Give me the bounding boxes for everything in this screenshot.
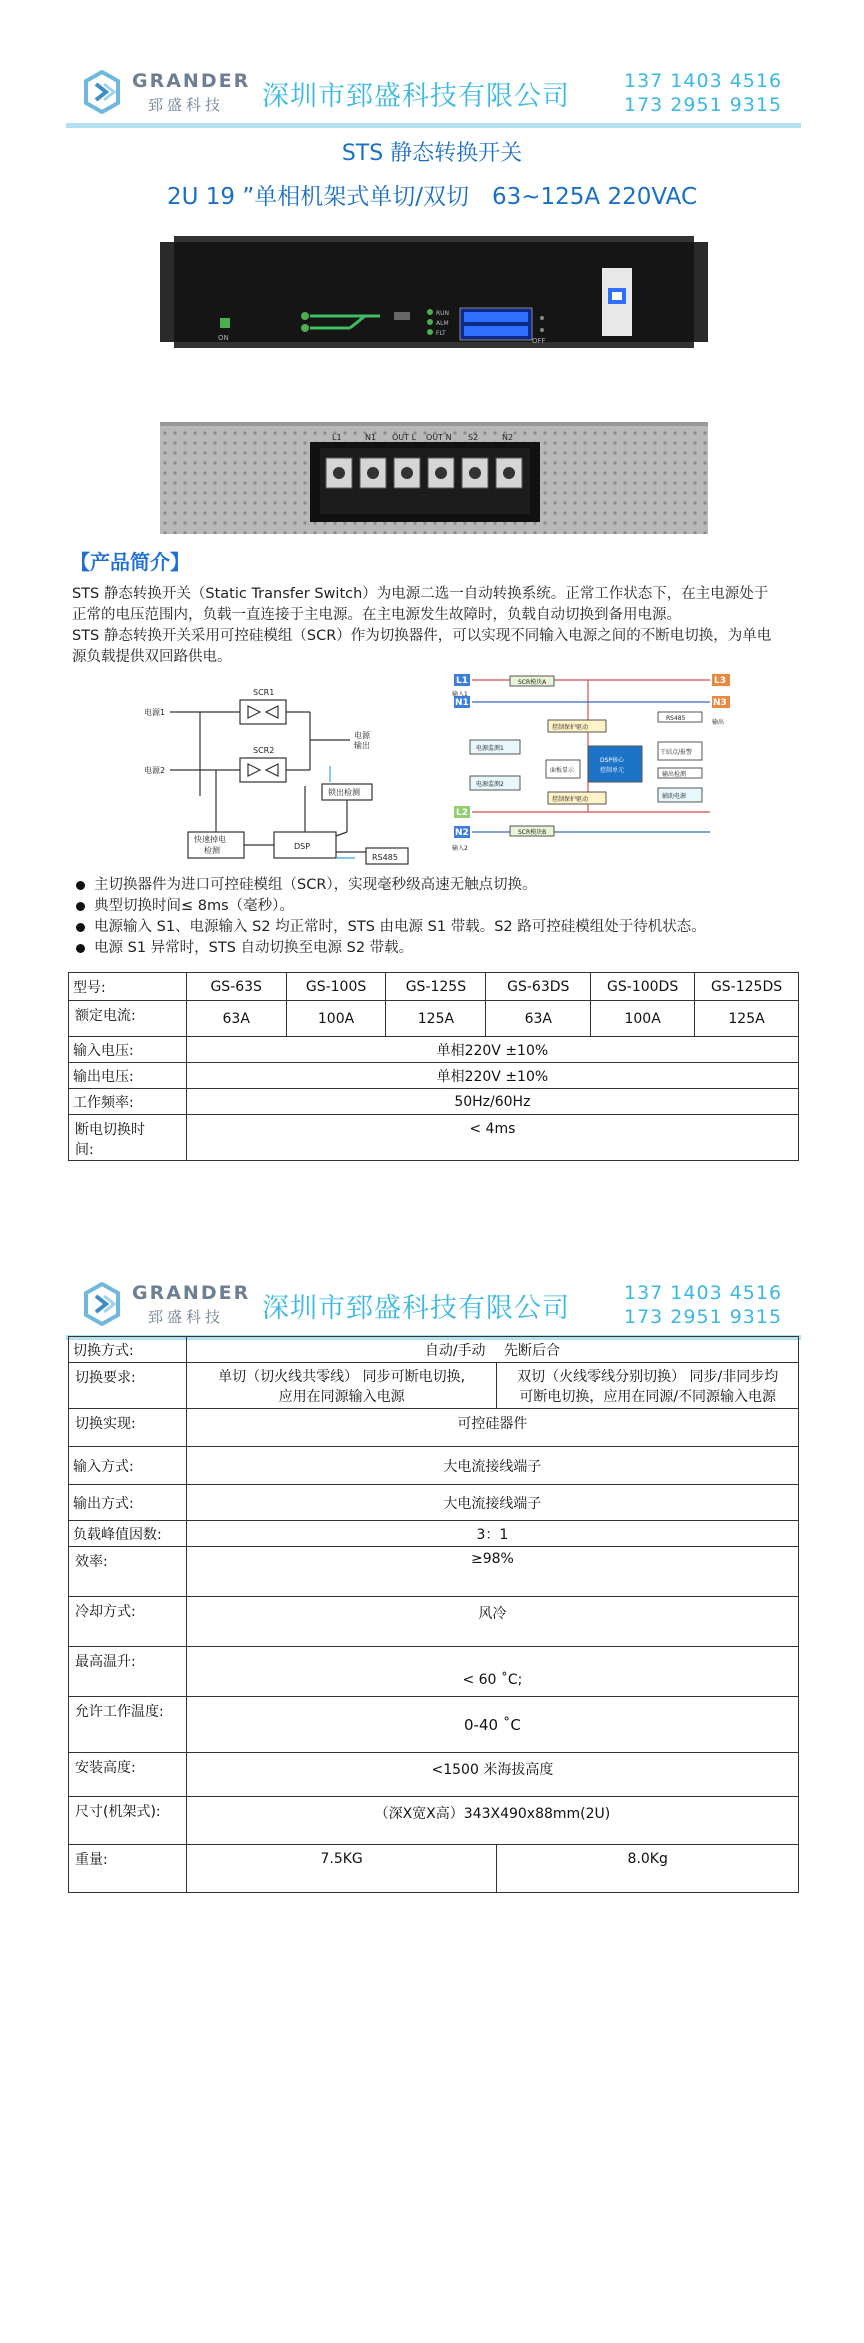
spec-table-2 — [68, 1336, 799, 1893]
table-cell: 负载峰值因数: — [69, 1521, 187, 1547]
intro-line: STS 静态转换开关（Static Transfer Switch）为电源二选一自动转换系统。正常工作状态下，在主电源处于 — [72, 586, 769, 602]
table-row — [69, 1697, 799, 1753]
right-label-monitor-1: 电源监测1 — [476, 745, 504, 752]
req-dual-line-1: 双切（火线零线分别切换） 同步/非同步均 — [517, 1368, 779, 1385]
table-cell: <1500 米海拔高度 — [186, 1753, 798, 1797]
logo-icon — [80, 70, 124, 114]
table-cell: GS-63S — [186, 973, 286, 1001]
table-cell: ≥98% — [186, 1547, 798, 1597]
rear-label-n2: N2 — [502, 433, 514, 442]
feature-item: 典型切换时间≤ 8ms（毫秒）。 — [72, 896, 812, 917]
diagram-label-fast-detect-1: 快速掉电 — [194, 835, 226, 844]
table-cell: 63A — [486, 1001, 591, 1037]
switch-time-label-1: 断电切换时 — [75, 1122, 145, 1138]
spec-table-1 — [68, 972, 799, 1161]
table-row — [69, 1409, 799, 1447]
table-row — [69, 1115, 799, 1161]
rear-label-out-n: OUT N — [426, 433, 452, 442]
table-cell: 7.5KG — [186, 1845, 497, 1893]
page-header — [66, 64, 801, 128]
table-cell: 冷却方式: — [69, 1597, 187, 1647]
table-cell: 输出电压: — [69, 1063, 187, 1089]
req-single-line-1: 单切（切火线共零线） 同步可断电切换, — [218, 1368, 466, 1385]
front-label-flt: FLT — [436, 330, 446, 337]
table-cell: < 60 ˚C; — [186, 1647, 798, 1697]
table-cell — [186, 1363, 497, 1409]
brand-name: GRANDER — [132, 70, 251, 92]
front-label-alm: ALM — [436, 320, 449, 327]
table-cell: 允许工作温度: — [69, 1697, 187, 1753]
table-cell: 工作频率: — [69, 1089, 187, 1115]
diagram-label-source1: 电源1 — [144, 708, 166, 717]
right-label-n1: N1 — [455, 698, 469, 708]
table-cell: 风冷 — [186, 1597, 798, 1647]
right-label-in2: 输入2 — [452, 845, 468, 852]
right-label-driver-1: 控制保护驱动 — [552, 724, 589, 731]
right-label-out-l: L3 — [714, 676, 726, 686]
table-cell: 8.0Kg — [497, 1845, 799, 1893]
table-cell: 切换方式: — [69, 1337, 187, 1363]
diagram-label-output-1: 电源 — [354, 731, 370, 740]
table-cell: 型号: — [69, 973, 187, 1001]
right-label-dry-contact: 干结点/报警 — [660, 749, 693, 756]
company-name: 深圳市郅盛科技有限公司 — [262, 81, 570, 112]
product-title: STS 静态转换开关 — [341, 141, 523, 166]
table-cell: 100A — [591, 1001, 695, 1037]
table-cell: 切换要求: — [69, 1363, 187, 1409]
feature-item: 电源输入 S1、电源输入 S2 均正常时，STS 由电源 S1 带载。S2 路可控硅模组处于待机状态。 — [72, 917, 812, 938]
rear-label-out-l: OUT L — [392, 433, 417, 442]
table-cell: 3：1 — [186, 1521, 798, 1547]
table-row — [69, 1063, 799, 1089]
right-label-out-n: N3 — [713, 698, 727, 708]
table-cell: 自动/手动 先断后合 — [186, 1337, 798, 1363]
phone-1: 137 1403 4516 — [624, 70, 783, 92]
right-label-core-1: DSP核心 — [600, 757, 625, 764]
brand-name: GRANDER — [132, 1282, 251, 1304]
right-label-l2: L2 — [456, 808, 468, 818]
table-row — [69, 1547, 799, 1597]
company-name: 深圳市郅盛科技有限公司 — [262, 1293, 570, 1324]
table-cell: < 4ms — [186, 1115, 798, 1161]
intro-line: 正常的电压范围内，负载一直连接于主电源。在主电源发生故障时，负载自动切换到备用电源。 — [72, 607, 681, 623]
brand-name-cn: 郅盛科技 — [148, 1308, 225, 1326]
table-cell: 可控硅器件 — [186, 1409, 798, 1447]
table-row — [69, 1001, 799, 1037]
table-cell: 输出方式: — [69, 1485, 187, 1521]
brand-name-cn: 郅盛科技 — [148, 96, 225, 114]
page-header-2 — [66, 1276, 801, 1340]
phone-2: 173 2951 9315 — [624, 94, 783, 116]
req-single-line-2: 应用在同源输入电源 — [278, 1388, 405, 1405]
right-label-aux-power: 辅助电源 — [662, 793, 687, 800]
diagram-label-rs485: RS485 — [372, 853, 398, 862]
table-cell: 单相220V ±10% — [186, 1063, 798, 1089]
block-diagram — [448, 672, 734, 872]
table-cell: 额定电流: — [69, 1001, 187, 1037]
right-label-panel: 面板显示 — [550, 767, 575, 774]
right-label-monitor-2: 电源监测2 — [476, 781, 504, 788]
switch-time-label-2: 间: — [75, 1142, 94, 1158]
table-cell: 效率: — [69, 1547, 187, 1597]
phone-1: 137 1403 4516 — [624, 1282, 783, 1304]
table-cell: 63A — [186, 1001, 286, 1037]
intro-paragraph-1 — [72, 584, 802, 668]
front-label-run: RUN — [436, 310, 450, 317]
table-cell: 125A — [386, 1001, 486, 1037]
table-row — [69, 1037, 799, 1063]
right-label-l1: L1 — [456, 676, 468, 686]
table-row — [69, 1845, 799, 1893]
diagram-label-scr1: SCR1 — [253, 688, 275, 697]
table-cell: 125A — [695, 1001, 799, 1037]
table-cell: 大电流接线端子 — [186, 1447, 798, 1485]
table-cell: 大电流接线端子 — [186, 1485, 798, 1521]
diagram-label-output-2: 输出 — [354, 741, 370, 750]
table-row — [69, 1089, 799, 1115]
rear-label-s2: S2 — [468, 433, 479, 442]
table-cell: 单相220V ±10% — [186, 1037, 798, 1063]
circuit-diagram — [140, 676, 430, 876]
table-cell: 50Hz/60Hz — [186, 1089, 798, 1115]
table-row — [69, 1485, 799, 1521]
table-cell: GS-63DS — [486, 973, 591, 1001]
table-cell: 重量: — [69, 1845, 187, 1893]
table-cell: 切换实现: — [69, 1409, 187, 1447]
header-divider — [66, 123, 801, 128]
table-cell: 尺寸(机架式): — [69, 1797, 187, 1845]
right-label-scr-a: SCR模块A — [518, 679, 547, 686]
feature-list — [72, 875, 812, 959]
table-row — [69, 1753, 799, 1797]
front-label-off: OFF — [532, 337, 546, 345]
table-cell: 0-40 ˚C — [186, 1697, 798, 1753]
logo-icon — [80, 1282, 124, 1326]
table-cell: 安装高度: — [69, 1753, 187, 1797]
feature-item: 电源 S1 异常时，STS 自动切换至电源 S2 带载。 — [72, 938, 812, 959]
right-label-driver-2: 控制保护驱动 — [552, 796, 589, 803]
intro-line: 源负载提供双回路供电。 — [72, 649, 232, 665]
phone-2: 173 2951 9315 — [624, 1306, 783, 1328]
right-label-core-2: 控制单元 — [600, 767, 625, 774]
product-subtitle: 2U 19 ”单相机架式单切/双切 63~125A 220VAC — [166, 184, 698, 210]
table-cell: （深X宽X高）343X490x88mm(2U) — [186, 1797, 798, 1845]
table-cell — [497, 1363, 799, 1409]
right-label-n2: N2 — [455, 828, 469, 838]
diagram-label-fast-detect-2: 检测 — [204, 846, 220, 855]
table-row — [69, 1521, 799, 1547]
table-row — [69, 973, 799, 1001]
feature-item: 主切换器件为进口可控硅模组（SCR），实现毫秒级高速无触点切换。 — [72, 875, 812, 896]
table-cell: GS-100S — [286, 973, 386, 1001]
table-cell: 100A — [286, 1001, 386, 1037]
table-row — [69, 1337, 799, 1363]
table-row — [69, 1797, 799, 1845]
table-row — [69, 1647, 799, 1697]
right-label-scr-b: SCR模块B — [518, 829, 547, 836]
table-cell: GS-100DS — [591, 973, 695, 1001]
table-cell — [69, 1115, 187, 1161]
right-label-in1: 输入1 — [452, 691, 468, 698]
diagram-label-source2: 电源2 — [144, 766, 166, 775]
table-row — [69, 1447, 799, 1485]
right-label-out-monitor: 输出检测 — [662, 771, 687, 778]
table-cell: 输入电压: — [69, 1037, 187, 1063]
right-label-rs485: RS485 — [666, 715, 686, 722]
right-label-out: 输出 — [712, 719, 725, 726]
rear-label-n1: N1 — [365, 433, 377, 442]
table-cell: GS-125S — [386, 973, 486, 1001]
table-cell: GS-125DS — [695, 973, 799, 1001]
table-row — [69, 1363, 799, 1409]
rear-label-l1: L1 — [332, 433, 342, 442]
table-row — [69, 1597, 799, 1647]
table-cell: 最高温升: — [69, 1647, 187, 1697]
intro-line: STS 静态转换开关采用可控硅模组（SCR）作为切换器件，可以实现不同输入电源之间的不断电切换，为单电 — [72, 628, 772, 644]
diagram-label-dsp: DSP — [294, 842, 311, 851]
rear-panel-photo — [160, 418, 708, 538]
diagram-label-detect: 锁出检测 — [328, 788, 360, 797]
section-heading: 【产品简介】 — [70, 550, 190, 574]
front-panel-photo — [160, 228, 708, 378]
diagram-label-scr2: SCR2 — [253, 746, 275, 755]
front-label-on: ON — [218, 334, 229, 342]
req-dual-line-2: 可断电切换，应用在同源/不同源输入电源 — [519, 1388, 777, 1405]
table-cell: 输入方式: — [69, 1447, 187, 1485]
